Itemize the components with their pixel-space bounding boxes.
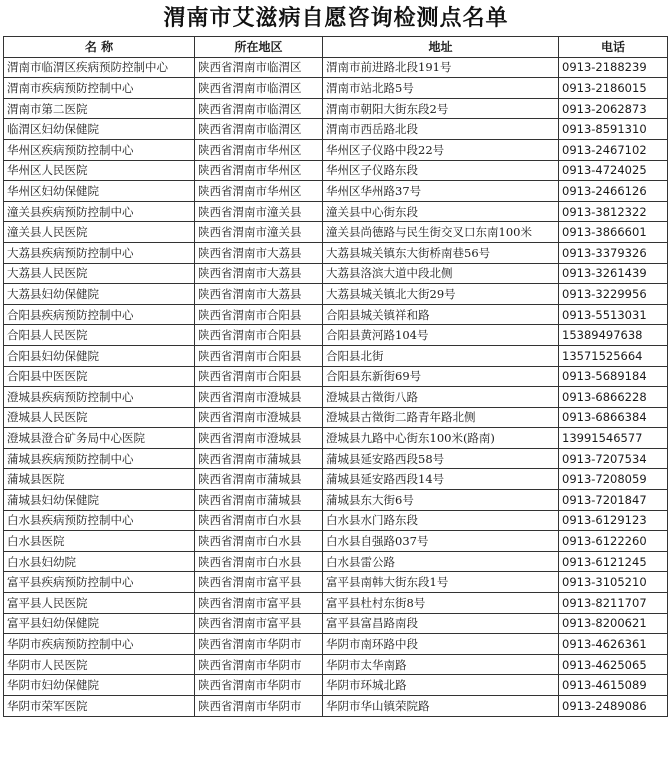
- cell-region: 陕西省渭南市蒲城县: [195, 490, 323, 511]
- cell-region: 陕西省渭南市合阳县: [195, 304, 323, 325]
- table-row: [4, 325, 668, 346]
- cell-address: 渭南市前进路北段191号: [323, 57, 559, 78]
- cell-phone: 0913-2467102: [559, 139, 668, 160]
- cell-name: 白水县医院: [4, 531, 195, 552]
- cell-name: 华州区人民医院: [4, 160, 195, 181]
- table-row: [4, 366, 668, 387]
- cell-name: 富平县疾病预防控制中心: [4, 572, 195, 593]
- cell-phone: 0913-7201847: [559, 490, 668, 511]
- table-row: [4, 345, 668, 366]
- cell-address: 渭南市站北路5号: [323, 78, 559, 99]
- cell-address: 合阳县城关镇祥和路: [323, 304, 559, 325]
- table-row: [4, 284, 668, 305]
- cell-region: 陕西省渭南市华州区: [195, 160, 323, 181]
- cell-name: 合阳县中医医院: [4, 366, 195, 387]
- cell-name: 华州区疾病预防控制中心: [4, 139, 195, 160]
- table-row: [4, 242, 668, 263]
- header-phone: 电话: [559, 37, 668, 58]
- cell-phone: 0913-4724025: [559, 160, 668, 181]
- cell-address: 潼关县尚德路与民生街交叉口东南100米: [323, 222, 559, 243]
- cell-name: 富平县妇幼保健院: [4, 613, 195, 634]
- cell-phone: 0913-3261439: [559, 263, 668, 284]
- cell-region: 陕西省渭南市大荔县: [195, 284, 323, 305]
- cell-phone: 0913-5689184: [559, 366, 668, 387]
- cell-name: 大荔县妇幼保健院: [4, 284, 195, 305]
- cell-address: 合阳县东新街69号: [323, 366, 559, 387]
- cell-region: 陕西省渭南市白水县: [195, 531, 323, 552]
- cell-name: 蒲城县妇幼保健院: [4, 490, 195, 511]
- cell-region: 陕西省渭南市蒲城县: [195, 448, 323, 469]
- cell-address: 华阴市南环路中段: [323, 634, 559, 655]
- cell-phone: 0913-3105210: [559, 572, 668, 593]
- cell-region: 陕西省渭南市澄城县: [195, 387, 323, 408]
- cell-phone: 0913-4615089: [559, 675, 668, 696]
- cell-region: 陕西省渭南市临渭区: [195, 98, 323, 119]
- table-row: [4, 490, 668, 511]
- cell-phone: 0913-3379326: [559, 242, 668, 263]
- cell-address: 白水县水门路东段: [323, 510, 559, 531]
- cell-address: 白水县自强路037号: [323, 531, 559, 552]
- cell-phone: 0913-4626361: [559, 634, 668, 655]
- table-row: [4, 510, 668, 531]
- cell-phone: 0913-3229956: [559, 284, 668, 305]
- table-row: [4, 675, 668, 696]
- cell-region: 陕西省渭南市华阴市: [195, 634, 323, 655]
- cell-region: 陕西省渭南市临渭区: [195, 78, 323, 99]
- cell-name: 潼关县疾病预防控制中心: [4, 201, 195, 222]
- cell-region: 陕西省渭南市大荔县: [195, 242, 323, 263]
- cell-name: 白水县妇幼院: [4, 551, 195, 572]
- cell-region: 陕西省渭南市白水县: [195, 551, 323, 572]
- table-header-row: [4, 37, 668, 58]
- testing-sites-table: [3, 36, 668, 717]
- cell-region: 陕西省渭南市潼关县: [195, 201, 323, 222]
- cell-phone: 0913-6122260: [559, 531, 668, 552]
- cell-name: 临渭区妇幼保健院: [4, 119, 195, 140]
- cell-region: 陕西省渭南市白水县: [195, 510, 323, 531]
- table-row: [4, 407, 668, 428]
- table-row: [4, 98, 668, 119]
- cell-address: 蒲城县延安路西段58号: [323, 448, 559, 469]
- cell-region: 陕西省渭南市大荔县: [195, 263, 323, 284]
- cell-region: 陕西省渭南市华阴市: [195, 696, 323, 717]
- cell-region: 陕西省渭南市临渭区: [195, 57, 323, 78]
- cell-phone: 13571525664: [559, 345, 668, 366]
- cell-region: 陕西省渭南市华州区: [195, 139, 323, 160]
- cell-address: 澄城县古徵街二路青年路北侧: [323, 407, 559, 428]
- cell-phone: 13991546577: [559, 428, 668, 449]
- cell-address: 合阳县黄河路104号: [323, 325, 559, 346]
- cell-name: 澄城县疾病预防控制中心: [4, 387, 195, 408]
- cell-address: 白水县雷公路: [323, 551, 559, 572]
- cell-phone: 0913-8211707: [559, 593, 668, 614]
- cell-name: 华阴市妇幼保健院: [4, 675, 195, 696]
- header-address: 地址: [323, 37, 559, 58]
- cell-address: 华阴市太华南路: [323, 654, 559, 675]
- cell-phone: 0913-6866384: [559, 407, 668, 428]
- table-row: [4, 696, 668, 717]
- cell-address: 渭南市西岳路北段: [323, 119, 559, 140]
- table-row: [4, 448, 668, 469]
- cell-name: 富平县人民医院: [4, 593, 195, 614]
- cell-region: 陕西省渭南市富平县: [195, 593, 323, 614]
- table-row: [4, 387, 668, 408]
- cell-address: 大荔县城关镇北大街29号: [323, 284, 559, 305]
- table-row: [4, 222, 668, 243]
- cell-name: 澄城县澄合矿务局中心医院: [4, 428, 195, 449]
- table-row: [4, 119, 668, 140]
- cell-phone: 0913-4625065: [559, 654, 668, 675]
- cell-name: 大荔县人民医院: [4, 263, 195, 284]
- table-row: [4, 613, 668, 634]
- table-row: [4, 551, 668, 572]
- cell-phone: 0913-5513031: [559, 304, 668, 325]
- cell-region: 陕西省渭南市澄城县: [195, 428, 323, 449]
- cell-address: 华阴市华山镇荣院路: [323, 696, 559, 717]
- cell-phone: 0913-6866228: [559, 387, 668, 408]
- cell-name: 华阴市荣军医院: [4, 696, 195, 717]
- cell-phone: 0913-8591310: [559, 119, 668, 140]
- cell-name: 合阳县疾病预防控制中心: [4, 304, 195, 325]
- cell-region: 陕西省渭南市华州区: [195, 181, 323, 202]
- table-row: [4, 139, 668, 160]
- table-row: [4, 160, 668, 181]
- cell-address: 大荔县城关镇东大街桥南巷56号: [323, 242, 559, 263]
- table-row: [4, 531, 668, 552]
- cell-region: 陕西省渭南市合阳县: [195, 325, 323, 346]
- cell-address: 华州区华州路37号: [323, 181, 559, 202]
- cell-phone: 0913-3812322: [559, 201, 668, 222]
- cell-name: 蒲城县疾病预防控制中心: [4, 448, 195, 469]
- cell-address: 潼关县中心街东段: [323, 201, 559, 222]
- cell-phone: 0913-6121245: [559, 551, 668, 572]
- table-row: [4, 634, 668, 655]
- table-row: [4, 469, 668, 490]
- cell-name: 华阴市人民医院: [4, 654, 195, 675]
- cell-region: 陕西省渭南市合阳县: [195, 366, 323, 387]
- cell-phone: 0913-2188239: [559, 57, 668, 78]
- table-row: [4, 78, 668, 99]
- cell-phone: 0913-2466126: [559, 181, 668, 202]
- cell-name: 潼关县人民医院: [4, 222, 195, 243]
- cell-phone: 0913-7208059: [559, 469, 668, 490]
- cell-address: 合阳县北街: [323, 345, 559, 366]
- table-row: [4, 428, 668, 449]
- table-row: [4, 201, 668, 222]
- cell-phone: 0913-2489086: [559, 696, 668, 717]
- table-row: [4, 304, 668, 325]
- cell-address: 华州区子仪路东段: [323, 160, 559, 181]
- document-title: 渭南市艾滋病自愿咨询检测点名单: [163, 5, 509, 31]
- cell-phone: 0913-2062873: [559, 98, 668, 119]
- table-body: [4, 57, 668, 716]
- cell-phone: 15389497638: [559, 325, 668, 346]
- cell-address: 富平县富昌路南段: [323, 613, 559, 634]
- cell-region: 陕西省渭南市澄城县: [195, 407, 323, 428]
- cell-region: 陕西省渭南市华阴市: [195, 675, 323, 696]
- cell-name: 合阳县妇幼保健院: [4, 345, 195, 366]
- cell-address: 华阴市环城北路: [323, 675, 559, 696]
- cell-region: 陕西省渭南市富平县: [195, 613, 323, 634]
- cell-region: 陕西省渭南市临渭区: [195, 119, 323, 140]
- cell-name: 华阴市疾病预防控制中心: [4, 634, 195, 655]
- cell-name: 大荔县疾病预防控制中心: [4, 242, 195, 263]
- table-row: [4, 181, 668, 202]
- cell-address: 华州区子仪路中段22号: [323, 139, 559, 160]
- cell-phone: 0913-8200621: [559, 613, 668, 634]
- cell-phone: 0913-2186015: [559, 78, 668, 99]
- cell-region: 陕西省渭南市富平县: [195, 572, 323, 593]
- cell-address: 大荔县洛滨大道中段北侧: [323, 263, 559, 284]
- table-row: [4, 57, 668, 78]
- cell-phone: 0913-7207534: [559, 448, 668, 469]
- cell-address: 渭南市朝阳大街东段2号: [323, 98, 559, 119]
- cell-address: 蒲城县延安路西段14号: [323, 469, 559, 490]
- cell-phone: 0913-6129123: [559, 510, 668, 531]
- cell-region: 陕西省渭南市合阳县: [195, 345, 323, 366]
- table-row: [4, 572, 668, 593]
- table-row: [4, 263, 668, 284]
- cell-address: 澄城县古徵街八路: [323, 387, 559, 408]
- cell-address: 富平县南韩大街东段1号: [323, 572, 559, 593]
- table-row: [4, 593, 668, 614]
- table-row: [4, 654, 668, 675]
- cell-name: 渭南市第二医院: [4, 98, 195, 119]
- cell-name: 华州区妇幼保健院: [4, 181, 195, 202]
- cell-name: 蒲城县医院: [4, 469, 195, 490]
- cell-phone: 0913-3866601: [559, 222, 668, 243]
- header-name: 名 称: [4, 37, 195, 58]
- cell-name: 合阳县人民医院: [4, 325, 195, 346]
- cell-name: 白水县疾病预防控制中心: [4, 510, 195, 531]
- cell-name: 渭南市疾病预防控制中心: [4, 78, 195, 99]
- cell-region: 陕西省渭南市潼关县: [195, 222, 323, 243]
- cell-name: 澄城县人民医院: [4, 407, 195, 428]
- cell-region: 陕西省渭南市华阴市: [195, 654, 323, 675]
- cell-region: 陕西省渭南市蒲城县: [195, 469, 323, 490]
- header-region: 所在地区: [195, 37, 323, 58]
- cell-address: 澄城县九路中心街东100米(路南): [323, 428, 559, 449]
- cell-address: 富平县杜村东街8号: [323, 593, 559, 614]
- cell-address: 蒲城县东大街6号: [323, 490, 559, 511]
- cell-name: 渭南市临渭区疾病预防控制中心: [4, 57, 195, 78]
